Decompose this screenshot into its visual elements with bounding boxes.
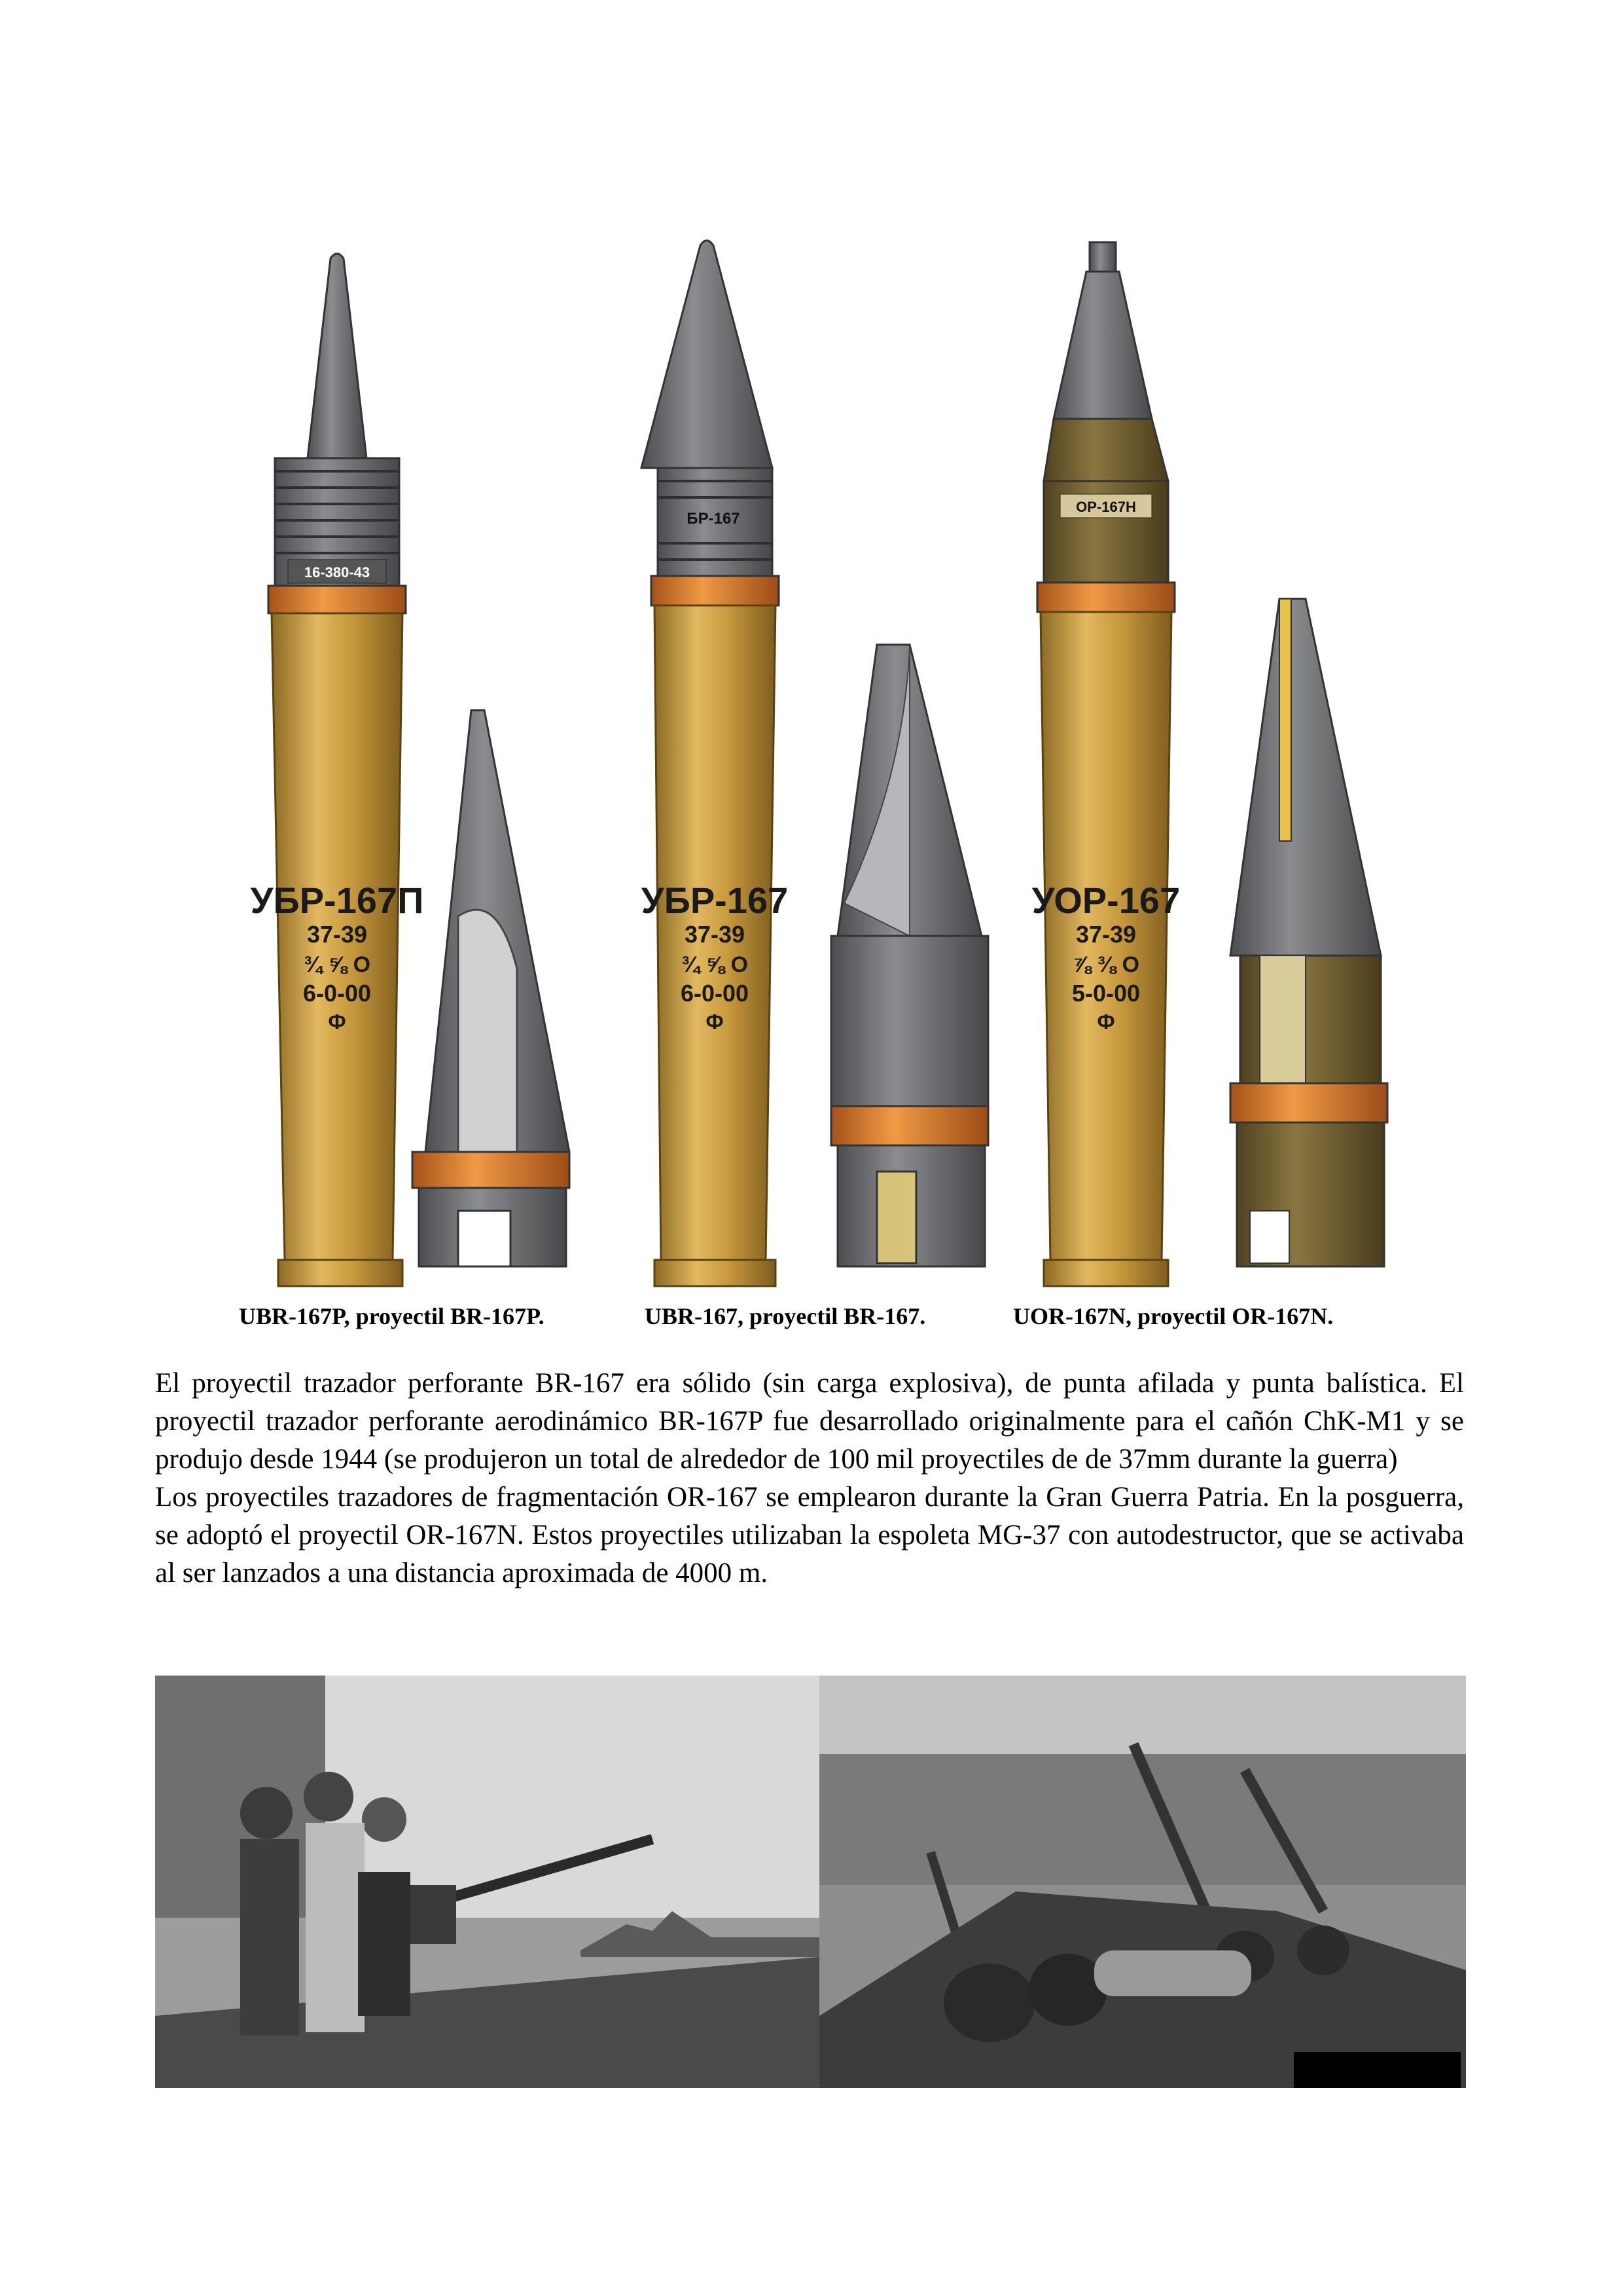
caption-ubr167p: UBR-167P, proyectil BR-167P. [239,1303,544,1329]
svg-text:БР-167: БР-167 [687,510,740,528]
paragraph-1: El proyectil trazador perforante BR-167 era sólido (sin carga explosiva), de punta afilada y punta balística. El proyectil trazador perforante aerodinámico BR-167P fue desarrollado originalmente para el cañón ChK-M1 y se produjo desde 1944 (se produjeron un total de alrededor de 100 mil proyectiles de de 37mm durante la guerra) [155,1368,1464,1475]
projectile-br167-section [831,645,988,1266]
svg-text:Ф: Ф [328,1010,346,1033]
svg-text:УБР-167: УБР-167 [641,880,789,921]
svg-text:16-380-43: 16-380-43 [304,564,370,581]
photo-aa-gun-crew-harbor [155,1676,819,2088]
svg-text:37-39: 37-39 [1075,921,1137,948]
svg-text:УБР-167П: УБР-167П [250,880,424,921]
caption-ubr167: UBR-167, proyectil BR-167. [645,1303,926,1329]
body-text [155,1365,1464,1592]
svg-text:5-0-00: 5-0-00 [1071,980,1141,1007]
svg-text:6-0-00: 6-0-00 [302,980,372,1007]
paragraph-2: Los proyectiles trazadores de fragmentación OR-167 se emplearon durante la Gran Guerra Patria. En la posguerra, se adoptó el proyectil OR-167N. Estos proyectiles utilizaban la espoleta MG-37 con autodestructor, que se activaba al ser lanzados a una distancia aproximada de 4000 m. [155,1482,1464,1588]
svg-text:37-39: 37-39 [306,921,368,948]
svg-text:⅞ ⅜ О: ⅞ ⅜ О [1072,952,1140,977]
projectile-or167n-section [1230,599,1387,1266]
svg-text:¾ ⅝ О: ¾ ⅝ О [681,952,749,977]
svg-text:УОР-167: УОР-167 [1031,880,1181,921]
cartridge-ubr167 [641,241,789,1287]
svg-text:6-0-00: 6-0-00 [680,980,749,1007]
svg-text:Ф: Ф [1097,1010,1115,1033]
black-bar [1294,2052,1461,2088]
svg-text:ОР-167Н: ОР-167Н [1076,499,1136,515]
cartridge-uor167n [1032,242,1180,1286]
cartridge-ubr167p [251,254,424,1287]
svg-text:¾ ⅝ О: ¾ ⅝ О [303,952,371,977]
projectile-br167p-section [412,710,569,1266]
caption-uor167n: UOR-167N, proyectil OR-167N. [1013,1303,1334,1329]
svg-text:Ф: Ф [705,1010,724,1033]
photo-aa-gun-crew-at-sea [819,1676,1466,2088]
svg-text:37-39: 37-39 [684,921,745,948]
